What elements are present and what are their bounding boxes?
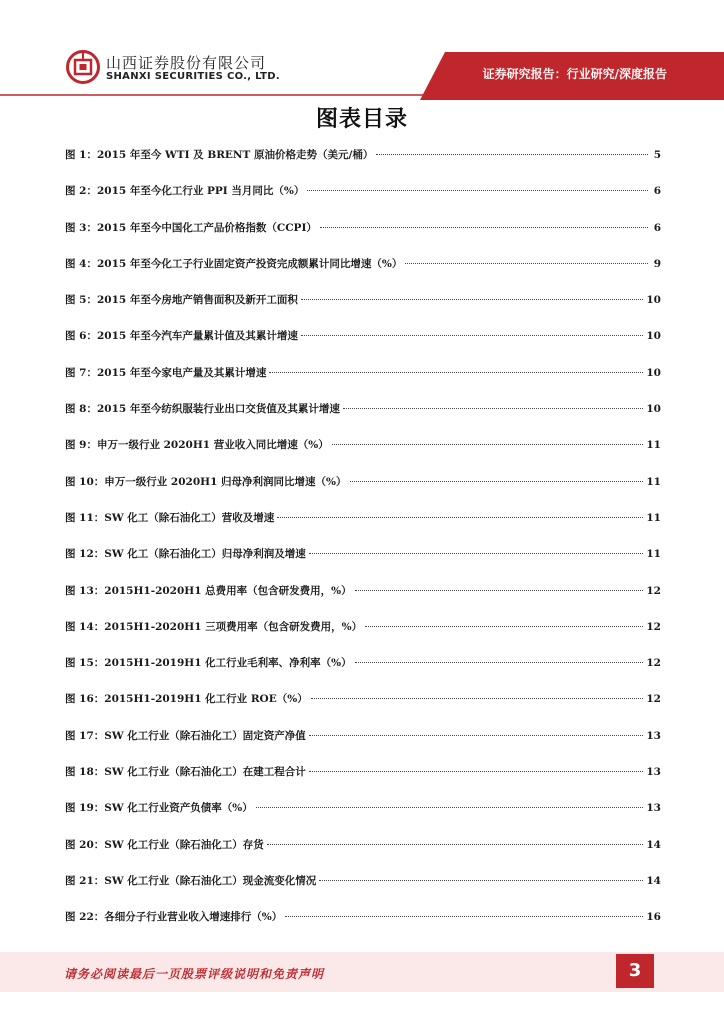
toc-entry-page: 14 [646, 874, 661, 887]
toc-entry-page: 12 [646, 657, 661, 670]
toc-entry-label: 图 9：申万一级行业 2020H1 营业收入同比增速（%） [65, 439, 329, 452]
toc-entry-page: 10 [646, 294, 661, 307]
toc-entry-label: 图 5：2015 年至今房地产销售面积及新开工面积 [65, 294, 298, 307]
report-type-banner [0, 0, 724, 100]
toc-entry-page: 10 [646, 366, 661, 379]
toc-entry-page: 11 [646, 439, 661, 452]
figure-table-of-contents [65, 147, 661, 946]
toc-leader-dots [256, 807, 644, 808]
toc-entry-label: 图 12：SW 化工（除石油化工）归母净利润及增速 [65, 548, 306, 561]
page-number: 3 [616, 954, 654, 988]
toc-entry[interactable] [65, 764, 661, 800]
toc-entry-page: 12 [646, 693, 661, 706]
toc-entry-label: 图 13：2015H1-2020H1 总费用率（包含研发费用，%） [65, 584, 352, 597]
toc-entry-label: 图 21：SW 化工行业（除石油化工）现金流变化情况 [65, 874, 317, 887]
toc-entry-page: 13 [646, 766, 661, 779]
toc-leader-dots [267, 844, 644, 845]
page-footer [0, 944, 724, 1000]
toc-leader-dots [301, 299, 644, 300]
toc-leader-dots [405, 263, 648, 264]
toc-entry-page: 9 [653, 257, 661, 270]
toc-entry-page: 6 [653, 185, 661, 198]
toc-entry-label: 图 19：SW 化工行业资产负债率（%） [65, 802, 253, 815]
toc-entry[interactable] [65, 909, 661, 945]
toc-leader-dots [311, 698, 644, 699]
toc-entry[interactable] [65, 147, 661, 183]
toc-entry[interactable] [65, 401, 661, 437]
toc-entry-page: 12 [646, 620, 661, 633]
toc-entry[interactable] [65, 619, 661, 655]
toc-entry-label: 图 15：2015H1-2019H1 化工行业毛利率、净利率（%） [65, 657, 352, 670]
toc-entry-page: 6 [653, 221, 661, 234]
toc-entry-page: 13 [646, 729, 661, 742]
toc-entry-label: 图 11：SW 化工（除石油化工）营收及增速 [65, 511, 275, 524]
report-type-label: 证券研究报告：行业研究/深度报告 [482, 67, 667, 81]
toc-entry-page: 11 [646, 475, 661, 488]
toc-leader-dots [320, 227, 648, 228]
toc-entry-label: 图 4：2015 年至今化工子行业固定资产投资完成额累计同比增速（%） [65, 257, 403, 270]
toc-entry-label: 图 17：SW 化工行业（除石油化工）固定资产净值 [65, 729, 306, 742]
page-title: 图表目录 [315, 106, 408, 132]
toc-entry[interactable] [65, 256, 661, 292]
toc-entry-label: 图 6：2015 年至今汽车产量累计值及其累计增速 [65, 330, 298, 343]
toc-leader-dots [277, 517, 643, 518]
toc-entry[interactable] [65, 220, 661, 256]
toc-leader-dots [309, 553, 644, 554]
company-name-en: SHANXI SECURITIES CO., LTD. [106, 71, 280, 82]
toc-entry[interactable] [65, 510, 661, 546]
toc-entry-label: 图 14：2015H1-2020H1 三项费用率（包含研发费用，%） [65, 620, 363, 633]
toc-entry[interactable] [65, 474, 661, 510]
toc-entry-label: 图 7：2015 年至今家电产量及其累计增速 [65, 366, 267, 379]
toc-entry-page: 13 [646, 802, 661, 815]
toc-entry-page: 11 [646, 548, 661, 561]
toc-entry-page: 11 [646, 511, 661, 524]
toc-entry-label: 图 18：SW 化工行业（除石油化工）在建工程合计 [65, 766, 306, 779]
toc-entry-label: 图 2：2015 年至今化工行业 PPI 当月同比（%） [65, 185, 305, 198]
disclaimer-notice: 请务必阅读最后一页股票评级说明和免责声明 [64, 967, 325, 981]
toc-entry[interactable] [65, 437, 661, 473]
toc-leader-dots [376, 154, 648, 155]
toc-entry-page: 5 [653, 149, 661, 161]
toc-entry-page: 10 [646, 403, 661, 416]
toc-leader-dots [343, 408, 644, 409]
toc-entry-label: 图 16：2015H1-2019H1 化工行业 ROE（%） [65, 693, 308, 706]
toc-leader-dots [332, 444, 644, 445]
toc-entry[interactable] [65, 655, 661, 691]
toc-leader-dots [301, 335, 644, 336]
toc-entry[interactable] [65, 546, 661, 582]
toc-entry-page: 10 [646, 330, 661, 343]
toc-entry[interactable] [65, 292, 661, 328]
toc-leader-dots [269, 372, 643, 373]
toc-entry-label: 图 3：2015 年至今中国化工产品价格指数（CCPI） [65, 221, 317, 234]
toc-leader-dots [309, 735, 644, 736]
toc-entry-page: 12 [646, 584, 661, 597]
toc-entry[interactable] [65, 365, 661, 401]
toc-leader-dots [355, 662, 644, 663]
page-header [0, 0, 724, 100]
toc-entry-label: 图 8：2015 年至今纺织服装行业出口交货值及其累计增速 [65, 403, 340, 416]
toc-entry-label: 图 1：2015 年至今 WTI 及 BRENT 原油价格走势（美元/桶） [65, 149, 374, 161]
toc-leader-dots [285, 916, 643, 917]
toc-entry[interactable] [65, 800, 661, 836]
toc-entry-label: 图 20：SW 化工行业（除石油化工）存货 [65, 838, 264, 851]
toc-entry[interactable] [65, 873, 661, 909]
toc-entry-page: 14 [646, 838, 661, 851]
toc-leader-dots [350, 481, 644, 482]
toc-leader-dots [319, 880, 643, 881]
toc-entry[interactable] [65, 837, 661, 873]
toc-entry[interactable] [65, 328, 661, 364]
toc-entry[interactable] [65, 583, 661, 619]
toc-leader-dots [309, 771, 644, 772]
toc-entry[interactable] [65, 183, 661, 219]
toc-leader-dots [365, 626, 643, 627]
toc-leader-dots [355, 590, 644, 591]
toc-entry[interactable] [65, 728, 661, 764]
toc-entry-label: 图 22：各细分子行业营业收入增速排行（%） [65, 911, 283, 924]
toc-entry[interactable] [65, 691, 661, 727]
toc-entry-page: 16 [646, 911, 661, 924]
company-name-cn: 山西证券股份有限公司 [106, 54, 267, 72]
toc-leader-dots [307, 190, 648, 191]
toc-entry-label: 图 10：申万一级行业 2020H1 归母净利润同比增速（%） [65, 475, 347, 488]
